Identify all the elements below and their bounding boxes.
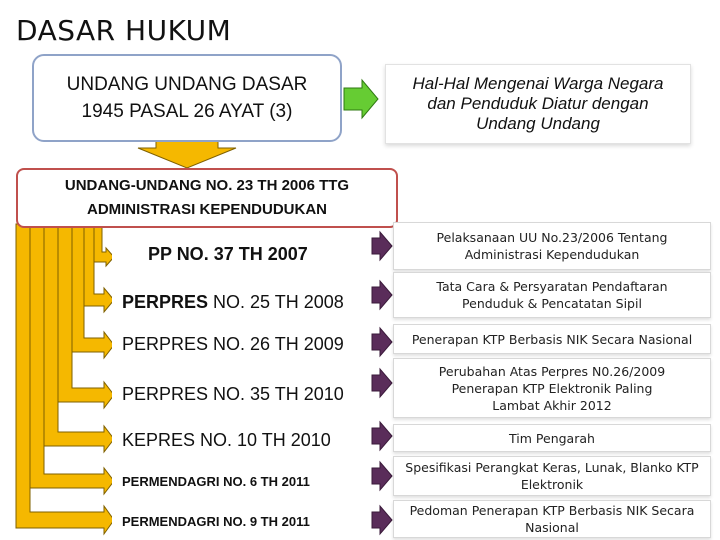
purple-arrow-3: [372, 328, 392, 356]
purple-arrow-2: [372, 281, 392, 309]
yellow-bracket-1: [94, 224, 114, 266]
description-line: Nasional: [525, 520, 579, 535]
description-line: Pelaksanaan UU No.23/2006 Tentang: [436, 230, 668, 245]
regulation-label-text: PERPRES NO. 35 TH 2010: [122, 383, 344, 404]
regulation-label-text: PP NO. 37 TH 2007: [148, 243, 308, 264]
page-title: DASAR HUKUM: [16, 14, 232, 47]
description-box-pp-37: [393, 222, 711, 270]
description-line: Penerapan KTP Berbasis NIK Secara Nasional: [411, 331, 693, 347]
regulation-label-permendagri-6: [112, 466, 370, 496]
description-box-perpres-35: [393, 358, 711, 418]
description-line: Tim Pengarah: [509, 430, 595, 446]
uud-1945-box: [32, 54, 342, 142]
purple-arrow-1: [372, 232, 392, 260]
description-line: Perubahan Atas Perpres N0.26/2009: [438, 363, 666, 379]
uu-line-2: ADMINISTRASI KEPENDUDUKAN: [86, 201, 327, 218]
hal-line-3: Undang Undang: [476, 114, 600, 133]
hal-line-2: dan Penduduk Diatur dengan: [427, 94, 649, 113]
description-box-perpres-25: [393, 272, 711, 318]
description-line: Penduduk & Pencatatan Sipil: [462, 296, 642, 311]
purple-arrow-5: [372, 422, 392, 450]
hal-line-1: Hal-Hal Mengenai Warga Negara: [412, 74, 664, 93]
description-line: Tata Cara & Persyaratan Pendaftaran: [436, 279, 668, 294]
description-line: Administrasi Kependudukan: [464, 247, 640, 262]
purple-arrow-6: [372, 462, 392, 490]
purple-arrow-4: [372, 369, 392, 397]
regulation-label-perpres-25: [112, 286, 370, 318]
description-line: Elektronik: [520, 477, 584, 492]
uud-line-1: UNDANG UNDANG DASAR: [66, 74, 308, 95]
hal-hal-box: [385, 64, 691, 144]
regulation-label-pp-37: [112, 232, 370, 276]
regulation-label-kepres-10: [112, 424, 370, 456]
green-right-arrow: [344, 80, 378, 118]
regulation-label-text: PERPRES NO. 26 TH 2009: [122, 333, 344, 354]
down-arrow-yellow: [138, 138, 236, 168]
description-line: Lambat Akhir 2012: [492, 397, 612, 413]
regulation-label-text: KEPRES NO. 10 TH 2010: [122, 429, 331, 450]
regulation-label-text: PERMENDAGRI NO. 6 TH 2011: [122, 473, 310, 489]
regulation-label-perpres-35: [112, 376, 370, 412]
description-line: Spesifikasi Perangkat Keras, Lunak, Blanko KTP: [405, 460, 699, 475]
description-line: Pedoman Penerapan KTP Berbasis NIK Secara: [409, 503, 695, 518]
description-box-perpres-26: [393, 324, 711, 354]
regulation-label-perpres-26: [112, 328, 370, 360]
regulation-label-text: PERMENDAGRI NO. 9 TH 2011: [122, 513, 310, 529]
uu-line-1: UNDANG-UNDANG NO. 23 TH 2006 TTG: [64, 177, 350, 194]
regulation-label-rest: NO. 25 TH 2008: [208, 291, 344, 312]
regulation-label-bold-part: PERPRES: [122, 291, 209, 312]
regulation-label-permendagri-9: [112, 506, 370, 536]
description-box-permendagri-9: [393, 500, 711, 538]
description-box-permendagri-6: [393, 456, 711, 496]
purple-arrow-7: [372, 506, 392, 534]
description-box-kepres-10: [393, 424, 711, 452]
description-line: Penerapan KTP Elektronik Paling: [451, 380, 653, 396]
uud-line-2: 1945 PASAL 26 AYAT (3): [81, 101, 293, 122]
uu-23-2006-box: [16, 168, 398, 228]
